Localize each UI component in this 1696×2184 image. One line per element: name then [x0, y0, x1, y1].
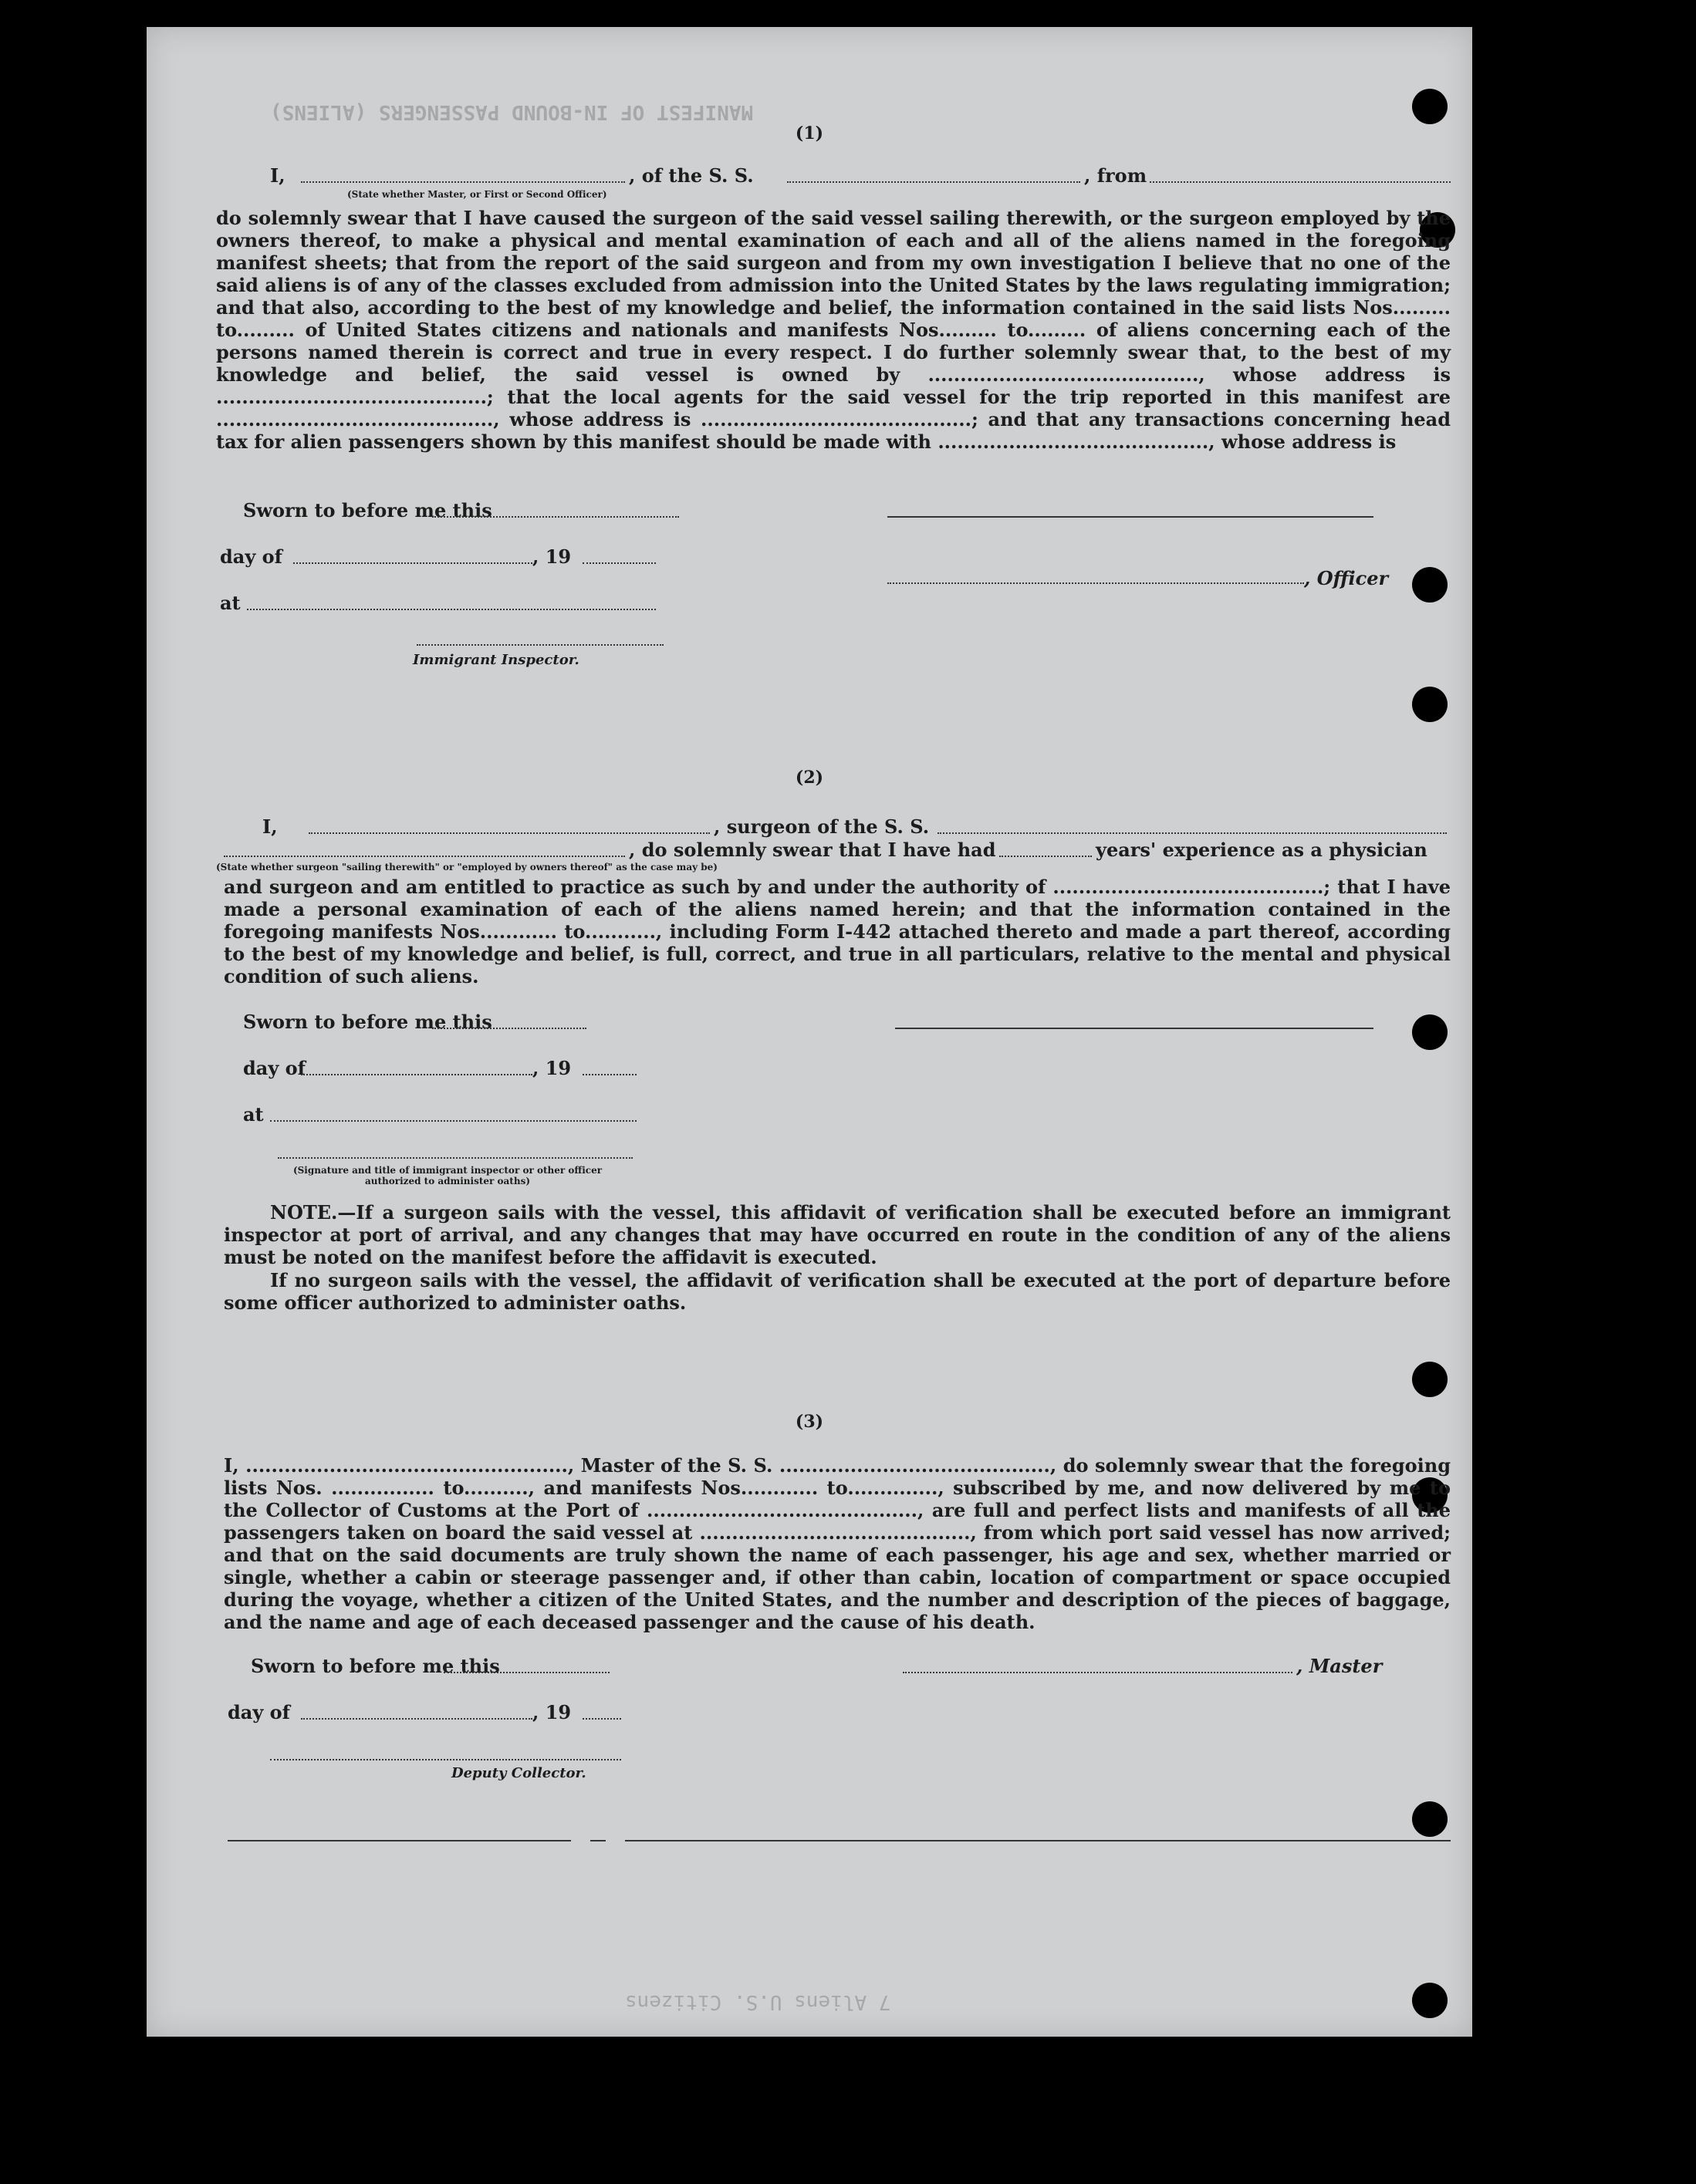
signature-field: [887, 516, 1373, 518]
bottom-rule: [228, 1840, 571, 1841]
note-1: NOTE.—If a surgeon sails with the vessel, this affidavit of verification shall be executed before an immigrant inspector at port of arrival, and any changes that may have occurred en route in the condition of any of the aliens must be noted on the manifest before the affidavit is executed.: [224, 1201, 1451, 1268]
i-label: I,: [262, 815, 278, 838]
master-label: , Master: [1296, 1655, 1383, 1677]
note-2: If no surgeon sails with the vessel, the affidavit of verification shall be executed at the port of departure before some officer authorized to administer oaths.: [224, 1269, 1451, 1314]
swear-label: , do solemnly swear that I have had: [629, 839, 996, 861]
day-field: [301, 1718, 532, 1720]
day-of-label: day of: [228, 1701, 290, 1723]
day-of-label: day of: [243, 1057, 306, 1079]
year-label: , 19: [532, 545, 572, 568]
sworn-label: Sworn to before me this: [251, 1655, 500, 1677]
day-of-label: day of: [220, 545, 282, 568]
inspector-field: [417, 644, 664, 646]
surgeon-ship-field: [938, 832, 1447, 834]
years-field: [999, 856, 1092, 857]
bleed-through-footer: 7 Aliens U.S. Citizens: [625, 1990, 891, 2014]
at-label: at: [243, 1103, 264, 1126]
section-1-paragraph: do solemnly swear that I have caused the surgeon of the said vessel sailing therewith, or the surgeon employed by the owners thereof, to make a physical and mental examination of each and all of the aliens named in the foregoing manifest sheets; that from the report of the said surgeon and from my own investigation I believe that no one of the said aliens is of any of the classes excluded from admission into the United States by the laws regulating immigration; and that also, according to the best of my knowledge and belief, the information contained in the said lists Nos......... to......... of United States citizens and nationals and manifests Nos......... to......... of aliens concerning each of the persons named therein is correct and true in every respect. I do further solemnly swear that, to the best of my knowledge and belief, the said vessel is owned by .........................................., whose address is ..........................................; that the local agents for the said vessel for the trip reported in this manifest are ..........................................., whose address is ..........................................; and that any transactions concerning head tax for alien passengers shown by this manifest should be made with .........................................., whose address is: [216, 207, 1451, 453]
master-signature-field: [903, 1672, 1292, 1673]
officer-note: (State whether Master, or First or Second Officer): [347, 189, 607, 200]
punch-hole: [1412, 687, 1448, 722]
day-field: [301, 1074, 532, 1075]
at-field: [247, 609, 656, 610]
inspector-signature-field: [278, 1157, 633, 1159]
year-label: , 19: [532, 1701, 572, 1723]
ship-name-field: [787, 181, 1080, 183]
surgeon-ss-label: , surgeon of the S. S.: [714, 815, 930, 838]
sworn-field: [432, 1028, 586, 1029]
year-field: [583, 562, 656, 564]
section-3-number: (3): [795, 1412, 824, 1432]
signature-note: (Signature and title of immigrant inspector or other officer authorized to administer oaths): [292, 1165, 603, 1187]
of-ss-label: , of the S. S.: [629, 164, 754, 187]
surgeon-status-field: [224, 856, 625, 857]
sworn-field: [444, 1672, 610, 1673]
collector-signature-field: [270, 1759, 621, 1760]
year-field: [583, 1718, 621, 1720]
section-2-paragraph: and surgeon and am entitled to practice as such by and under the authority of ..........................................; that I have made a personal examination of each of the aliens named herein; and that the information contained in the foregoing manifests Nos............ to..........., including Form I-442 attached thereto and made a part thereof, according to the best of my knowledge and belief, is full, correct, and true in all particulars, relative to the mental and physical condition of such aliens.: [224, 876, 1451, 987]
i-label: I,: [270, 164, 285, 187]
year-label: , 19: [532, 1057, 572, 1079]
surgeon-name-field: [309, 832, 710, 834]
punch-hole: [1412, 1801, 1448, 1837]
punch-hole: [1412, 1362, 1448, 1397]
surgeon-note: (State whether surgeon "sailing therewith" or "employed by owners thereof" as the case may be): [216, 862, 718, 873]
sworn-label: Sworn to before me this: [243, 499, 492, 522]
bleed-through-header: MANIFEST OF IN-BOUND PASSENGERS (ALIENS): [270, 100, 754, 123]
punch-hole: [1412, 1014, 1448, 1050]
at-field: [270, 1120, 637, 1122]
manifest-page: [147, 27, 1472, 2037]
sworn-field: [432, 516, 679, 518]
punch-hole: [1412, 1983, 1448, 2018]
years-label: years' experience as a physician: [1096, 839, 1427, 861]
punch-hole: [1412, 567, 1448, 603]
bottom-rule: [625, 1840, 1451, 1841]
day-field: [293, 562, 532, 564]
officer-label: , Officer: [1304, 567, 1389, 589]
year-field: [583, 1074, 637, 1075]
section-3-paragraph: I, .................................................., Master of the S. S. .........................................., do solemnly swear that the foregoing lists Nos. ................ to.........., and manifests Nos............ to.............., subscribed by me, and now delivered by me to the Collector of Customs at the Port of .........................................., are full and perfect lists and manifests of all the passengers taken on board the said vessel at .........................................., from which port said vessel has now arrived; and that on the said documents are truly shown the name of each passenger, his age and sex, whether married or single, whether a cabin or steerage passenger and, if other than cabin, location of compartment or space occupied during the voyage, whether a citizen of the United States, and the number and description of the pieces of baggage, and the name and age of each deceased passenger and the cause of his death.: [224, 1454, 1451, 1633]
section-2-number: (2): [795, 768, 824, 788]
section-1-number: (1): [795, 123, 824, 143]
punch-hole: [1412, 89, 1448, 124]
inspector-label: Immigrant Inspector.: [413, 652, 579, 668]
officer-field: [301, 181, 625, 183]
sworn-label: Sworn to before me this: [243, 1011, 492, 1033]
deputy-label: Deputy Collector.: [451, 1765, 586, 1781]
at-label: at: [220, 592, 241, 614]
from-label: , from: [1084, 164, 1147, 187]
officer-signature-field: [887, 582, 1304, 584]
bottom-rule: [590, 1840, 606, 1841]
signature-field: [895, 1028, 1373, 1029]
from-field: [1150, 181, 1451, 183]
